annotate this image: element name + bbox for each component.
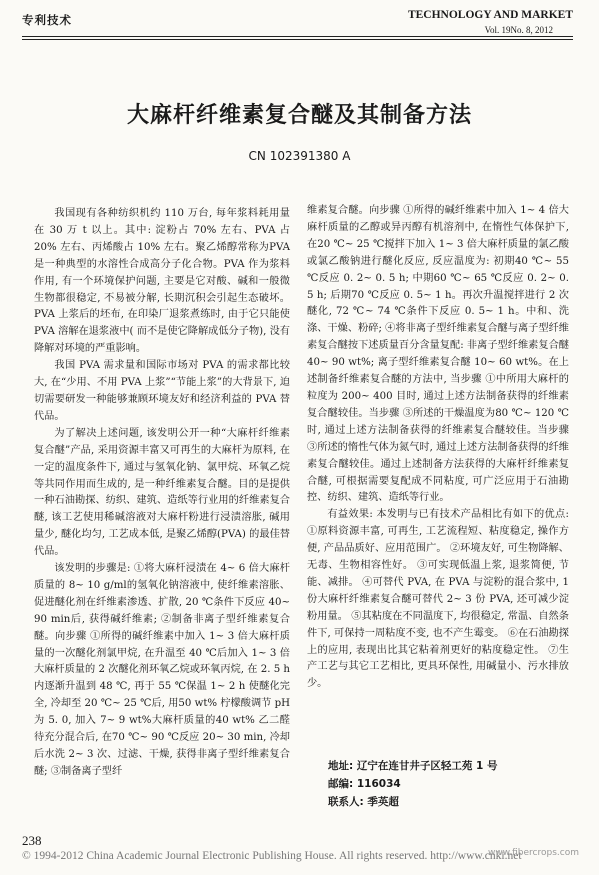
- copyright-footer: © 1994-2012 China Academic Journal Electronic Publishing House. All rights reserved. http://www.cnki.net: [22, 850, 522, 862]
- article-title: 大麻杆纤维素复合醚及其制备方法: [126, 103, 472, 128]
- body-paragraph: 我国现有各种纺织机约 110 万台, 每年浆料耗用量在 30 万 t 以上。其中: 淀粉占 70% 左右、PVA 占 20% 左右、丙烯酸占 10% 左右。聚乙烯醇常称为PVA 是一种典型的水溶性合成高分子化合物。PVA 作为浆料作用, 有一个环境保护问题, 主要是它对酸、碱和一般微生物都很稳定, 不易被分解, 长期沉积会引起生态破坏。PVA 上浆后的坯布, 在印染厂退浆煮练时, 由于它只能使 PVA 溶解在退浆液中( 而不是使它降解成低分子物), 没有降解对环境的严重影响。: [34, 208, 290, 355]
- contact-address: 地址: 辽宁在连甘井子区轻工苑 1 号: [328, 760, 498, 772]
- body-paragraph: 为了解决上述问题, 该发明公开一种“大麻杆纤维素复合醚”产品, 采用资源丰富又可再生的大麻杆为原料, 在一定的温度条件下, 通过与氢氧化钠、氯甲烷、环氧乙烷等共同作用而生成的, 是一种纤维素复合醚。目的是提供一种石油勘探、纺织、建筑、造纸等行业用的纤维素复合醚, 该工艺使用稀碱溶液对大麻杆粉进行浸渍溶胀, 碱用量少, 醚化均匀, 工艺成本低, 是聚乙烯醇(PVA) 的最佳替代品。: [34, 427, 290, 558]
- page-number: 238: [22, 833, 42, 848]
- body-paragraph: 我国 PVA 需求量和国际市场对 PVA 的需求都比较大, 在“少用、不用 PVA 上浆”“节能上浆”的大背景下, 迫切需要研发一种能够兼顾环境友好和经济利益的 PVA 替代品。: [34, 360, 290, 422]
- section-label: 专利技术: [22, 13, 72, 27]
- body-paragraph: 该发明的步骤是: ①将大麻杆浸渍在 4~ 6 倍大麻杆质量的 8~ 10 g/ml的氢氧化钠溶液中, 使纤维素溶胀、促进醚化剂在纤维素渗透、扩散, 20 ℃条件下反应 40~ 90 min后, 获得碱纤维素; ②制备非离子型纤维素复合醚。向步骤 ①所得的碱纤维素中加入 1~ 3 倍大麻杆质量的一次醚化剂氯甲烷, 在升温至 40 ℃后加入 1~ 3 倍大麻杆质量的 2 次醚化剂环氧乙烷或环氧丙烷, 在 2. 5 h内逐渐升温到 48 ℃, 再于 55 ℃保温 1~ 2 h 使醚化完全, 冷却至 20 ℃~ 25 ℃后, 用50 wt% 柠檬酸调节 pH 为 5. 0, 加入 7~ 9 wt%大麻杆质量的40 wt% 乙二醛待充分混合后, 在70 ℃~ 90 ℃反应 20~ 30 min, 冷却后水洗 2~ 3 次、过滤、干燥, 获得非离子型纤维素复合醚; ③制备离子型纤: [34, 563, 290, 777]
- body-paragraph: 维素复合醚。向步骤 ①所得的碱纤维素中加入 1~ 4 倍大麻杆质量的乙醇或异丙醇有机溶剂中, 在惰性气体保护下, 在20 ℃~ 25 ℃搅拌下加入 1~ 3 倍大麻杆质量的氯乙酸或氯乙酸钠进行醚化反应, 反应温度为: 初期40 ℃~ 55 ℃反应 0. 2~ 0. 5 h; 中期60 ℃~ 65 ℃反应 0. 2~ 0. 5 h; 后期70 ℃反应 0. 5~ 1 h。再次升温搅拌进行 2 次醚化, 72 ℃~ 74 ℃条件下反应 0. 5~ 1 h。中和、洗涤、干燥、粉碎; ④将非离子型纤维素复合醚与离子型纤维素复合醚按下述质量百分含量复配: 非离子型纤维素复合醚 40~ 90 wt%; 离子型纤维素复合醚 10~ 60 wt%。在上述制备纤维素复合醚的方法中, 当步骤 ①中所用大麻杆的粒度为 200~ 400 目时, 通过上述方法制备获得的纤维素复合醚较佳。当步骤 ③所述的干燥温度为80 ℃~ 120 ℃时, 通过上述方法制备获得的纤维素复合醚较佳。当步骤 ③所述的惰性气体为氮气时, 通过上述方法制备获得的纤维素复合醚较佳。通过上述制备方法获得的大麻杆纤维素复合醚, 可根据需要复配成不同粘度, 可广泛应用于石油勘控、纺织、建筑、造纸等行业。: [307, 205, 569, 504]
- watermark: www.fibercrops.com: [488, 848, 579, 858]
- contact-postcode: 邮编: 116034: [328, 778, 401, 790]
- volume-info: Vol. 19No. 8, 2012: [484, 25, 553, 35]
- right-column: [307, 203, 569, 693]
- header-rule-thin: [22, 39, 573, 40]
- contact-person: 联系人: 季英超: [328, 796, 399, 808]
- left-column: [34, 206, 290, 781]
- journal-name: TECHNOLOGY AND MARKET: [407, 9, 573, 21]
- patent-number: CN 102391380 A: [248, 149, 351, 163]
- header-rule: [22, 36, 573, 37]
- body-paragraph: 有益效果: 本发明与已有技术产品相比有如下的优点: ①原料资源丰富, 可再生, 工艺流程短、粘度稳定, 操作方便, 产品品质好、应用范围广。 ②环境友好, 可生物降解、无毒、生物相容性好。 ③可实现低温上浆, 退浆简便, 节能、减排。 ④可替代 PVA, 在 PVA 与淀粉的混合浆中, 1 份大麻杆纤维素复合醚可替代 2~ 3 份 PVA, 还可减少淀粉用量。 ⑤其粘度在不同温度下, 均很稳定, 常温、自然条件下, 可保持一周粘度不变, 也不产生霉变。 ⑥在石油勘探上的应用, 表现出比其它粘着剂更好的粘度稳定性。 ⑦生产工艺与其它工艺相比, 更具环保性, 用碱量小、污水排放少。: [307, 509, 569, 690]
